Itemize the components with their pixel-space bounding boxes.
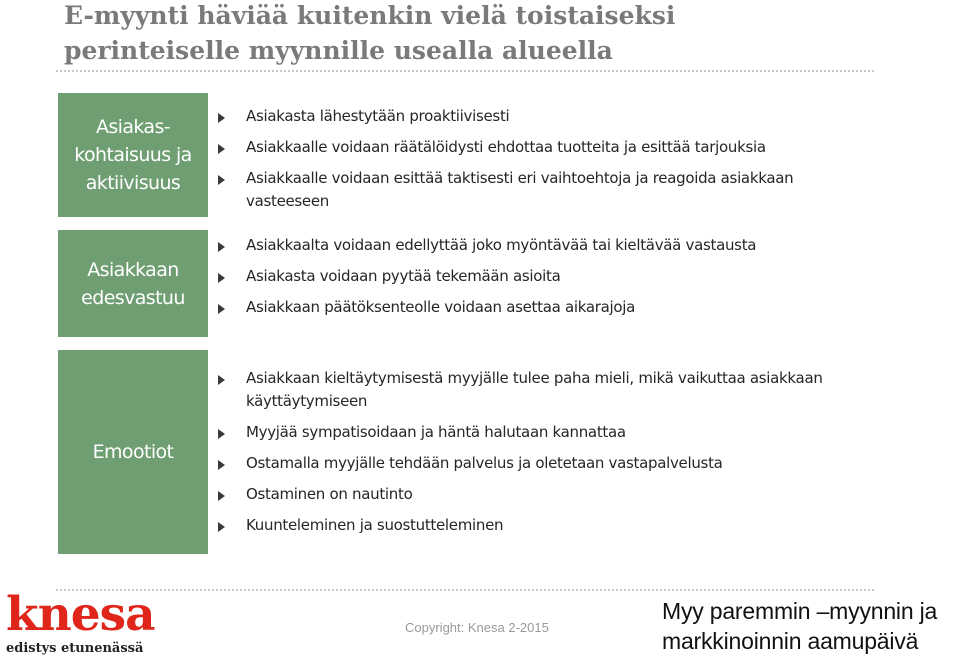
category-label: Asiakkaan edesvastuu [81, 258, 185, 309]
bullet-item: Asiakasta voidaan pyytää tekemään asioita [218, 265, 898, 288]
event-title [662, 596, 960, 656]
category-label: Asiakas- kohtaisuus ja aktiivisuus [74, 116, 192, 194]
bullet-triangle-icon [218, 273, 225, 283]
bullet-item: Myyjää sympatisoidaan ja häntä halutaan kannattaa [218, 421, 898, 444]
bullet-triangle-icon [218, 491, 225, 501]
bullet-list-edesvastuu [218, 234, 898, 327]
bullet-item: Asiakkaan kieltäytymisestä myyjälle tulee paha mieli, mikä vaikuttaa asiakkaan käyttäytymiseen [218, 367, 876, 413]
category-box-asiakaskohtaisuus [58, 93, 208, 217]
bullet-item: Ostaminen on nautinto [218, 483, 898, 506]
bullet-list-asiakaskohtaisuus [218, 105, 898, 221]
bullet-item: Asiakkaalta voidaan edellyttää joko myöntävää tai kieltävää vastausta [218, 234, 898, 257]
title-line-1: E-myynti häviää kuitenkin vielä toistaiseksi [64, 1, 676, 30]
bullet-item: Kuunteleminen ja suostutteleminen [218, 514, 898, 537]
event-title-line-2: markkinoinnin aamupäivä [662, 628, 919, 654]
title-line-2: perinteiselle myynnille usealla alueella [64, 36, 613, 65]
bullet-item: Asiakkaalle voidaan esittää taktisesti eri vaihtoehtoja ja reagoida asiakkaan vasteeseen [218, 167, 866, 213]
bullet-item: Asiakkaalle voidaan räätälöidysti ehdottaa tuotteita ja esittää tarjouksia [218, 136, 898, 159]
bullet-item: Ostamalla myyjälle tehdään palvelus ja oletetaan vastapalvelusta [218, 452, 898, 475]
bullet-item: Asiakkaan päätöksenteolle voidaan asettaa aikarajoja [218, 296, 898, 319]
bullet-list-emootiot [218, 367, 898, 545]
slide-title [64, 0, 924, 68]
bullet-triangle-icon [218, 304, 225, 314]
bullet-item: Asiakasta lähestytään proaktiivisesti [218, 105, 898, 128]
category-box-edesvastuu [58, 230, 208, 337]
footer-divider [56, 589, 874, 591]
copyright-text: Copyright: Knesa 2-2015 [405, 620, 549, 635]
bullet-triangle-icon [218, 144, 225, 154]
bullet-triangle-icon [218, 522, 225, 532]
bullet-triangle-icon [218, 175, 225, 185]
event-title-line-1: Myy paremmin –myynnin ja [662, 598, 938, 624]
bullet-triangle-icon [218, 375, 225, 385]
category-label: Emootiot [92, 441, 174, 463]
bullet-triangle-icon [218, 113, 225, 123]
title-divider [56, 70, 874, 72]
category-box-emootiot [58, 350, 208, 554]
knesa-logo: knesa [6, 587, 155, 642]
bullet-triangle-icon [218, 242, 225, 252]
logo-tagline: edistys etunenässä [6, 641, 144, 656]
bullet-triangle-icon [218, 429, 225, 439]
bullet-triangle-icon [218, 460, 225, 470]
